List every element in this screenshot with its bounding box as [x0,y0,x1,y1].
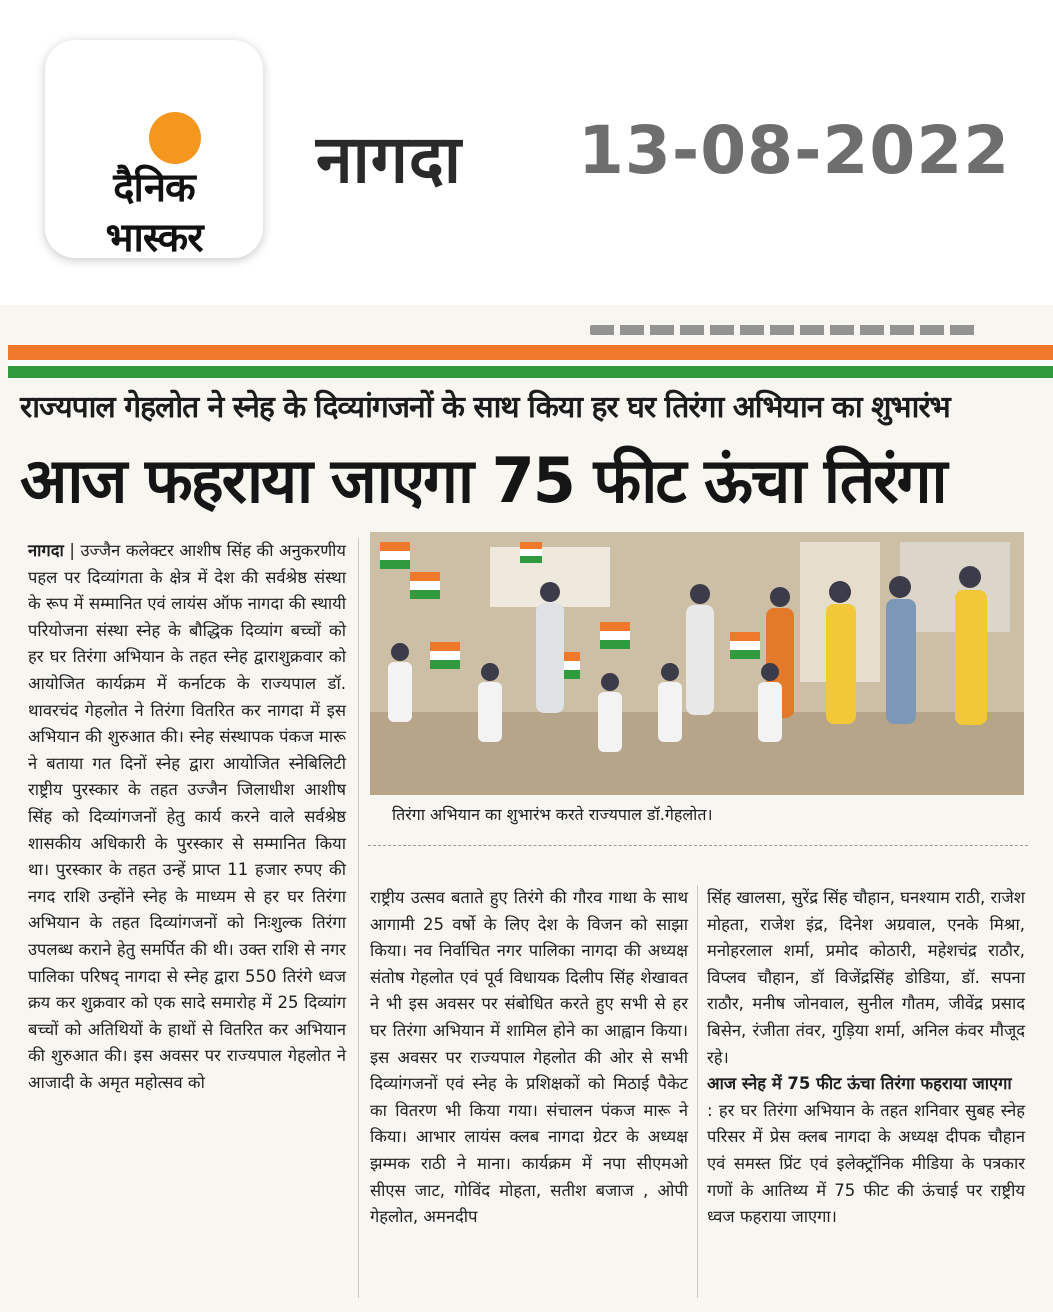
column-divider [358,538,359,1298]
article-kicker: राज्यपाल गेहलोत ने स्नेह के दिव्यांगजनों के साथ किया हर घर तिरंगा अभियान का शुभारंभ [20,390,950,425]
masthead-strip [590,325,980,335]
article-photo [370,532,1024,795]
article-column-2: राष्ट्रीय उत्सव बताते हुए तिरंगे की गौरव गाथा के साथ आगामी 25 वर्षो के लिए देश के विजन को साझा किया। नव निर्वाचित नगर पालिका नागदा की अध्यक्ष संतोष गेहलोत एवं पूर्व विधायक दिलीप सिंह शेखावत ने भी इस अवसर पर संबोधित करते हुए सभी से हर घर तिरंगा अभियान में शामिल होने का आह्वान किया। इस अवसर पर राज्यपाल गेहलोत की ओर से सभी दिव्यांगजनों एवं स्नेह के प्रशिक्षकों को मिठाई पैकेट का वितरण भी किया गया। संचालन पंकज मारू ने किया। आभार लायंस क्लब नागदा ग्रेटर के अध्यक्ष झम्मक राठी ने माना। कार्यक्रम में नपा सीएमओ सीएस जाट, गोविंद मोहता, सतीश बजाज , ओपी गेहलोत, अमनदीप [370,888,688,1227]
news-clipping [0,305,1053,1312]
dainik-bhaskar-logo [45,40,263,261]
article-column-1: नागदा | उज्जैन कलेक्टर आशीष सिंह की अनुकरणीय पहल पर दिव्यांगता के क्षेत्र में देश की सर्वश्रेष्ठ संस्था के रूप में सम्मानित एवं लायंस ऑफ नागदा की स्थायी परियोजना संस्था स्नेह के बौद्धिक दिव्यांग बच्चों को हर घर तिरंगा अभियान के तहत स्नेह द्वाराशुक्रवार को आयोजित कार्यक्रम में कर्नाटक के राज्यपाल डॉ. थावरचंद गेहलोत ने तिरंगा वितरित कर नागदा में इस अभियान की शुरुआत की। स्नेह संस्थापक पंकज मारू ने बताया गत दिनों स्नेह द्वारा आयोजित स्नेबिलिटी राष्ट्रीय पुरस्कार के तहत उज्जैन जिलाधीश आशीष सिंह को दिव्यांगजनों हेतु कार्य करने वाले सर्वश्रेष्ठ शासकीय अधिकारी के पुरस्कार से सम्मानित किया था। पुरस्कार के तहत उन्हें प्राप्त 11 हजार रुपए की नगद राशि उन्होंने स्नेह के माध्यम से हर घर तिरंगा अभियान के तहत दिव्यांगजनों को निःशुल्क तिरंगा उपलब्ध कराने हेतु समर्पित की थी। उक्त राशि से नगर पालिका परिषद् नागदा से स्नेह द्वारा 550 तिरंगे ध्वज क्रय कर शुक्रवार को एक सादे समारोह में 25 दिव्यांग बच्चों को अतिथियों के हाथों से वितरित कर अभियान की शुरुआत की। इस अवसर पर राज्यपाल गेहलोत ने आजादी के अमृत महोत्सव को [28,541,346,1092]
column-divider [697,885,698,1298]
article-column-3 [707,885,1025,1231]
column-3-text-2: : हर घर तिरंगा अभियान के तहत शनिवार सुबह स्नेह परिसर में प्रेस क्लब नागदा के अध्यक्ष दीपक चौहान एवं समस्त प्रिंट एवं इलेक्ट्रॉनिक मीडिया के पत्रकार गणों के आतिथ्य में 75 फीट की ऊंचाई पर राष्ट्रीय ध्वज फहराया जाएगा। [707,1100,1025,1227]
column-1-text: उज्जैन कलेक्टर आशीष सिंह की अनुकरणीय पहल पर दिव्यांगता के क्षेत्र में देश की सर्वश्रेष्ठ संस्था के रूप में सम्मानित एवं लायंस ऑफ नागदा की स्थायी परियोजना संस्था स्नेह के बौद्धिक दिव्यांग बच्चों को हर घर तिरंगा अभियान के तहत स्नेह द्वाराशुक्रवार को आयोजित कार्यक्रम में कर्नाटक के राज्यपाल डॉ. थावरचंद गेहलोत ने तिरंगा वितरित कर नागदा में इस अभियान की शुरुआत की। स्नेह संस्थापक पंकज मारू ने बताया गत दिनों स्नेह द्वारा आयोजित स्नेबिलिटी राष्ट्रीय पुरस्कार के तहत उज्जैन जिलाधीश आशीष सिंह को दिव्यांगजनों हेतु कार्य करने वाले सर्वश्रेष्ठ शासकीय अधिकारी के पुरस्कार से सम्मानित किया था। पुरस्कार के तहत उन्हें प्राप्त 11 हजार रुपए की नगद राशि उन्होंने स्नेह के माध्यम से हर घर तिरंगा अभियान के तहत दिव्यांगजनों को निःशुल्क तिरंगा उपलब्ध कराने हेतु समर्पित की थी। उक्त राशि से नगर पालिका परिषद् नागदा से स्नेह द्वारा 550 तिरंगे ध्वज क्रय कर शुक्रवार को एक सादे समारोह में 25 दिव्यांग बच्चों को अतिथियों के हाथों से वितरित कर अभियान की शुरुआत की। इस अवसर पर राज्यपाल गेहलोत ने आजादी के अमृत महोत्सव को [28,541,346,1092]
logo-text-line2: भास्कर [105,215,203,261]
article-headline: आज फहराया जाएगा 75 फीट ऊंचा तिरंगा [20,444,946,517]
logo-text-line1: दैनिक [113,165,195,211]
caption-divider [368,845,1028,847]
article-dateline: नागदा [28,541,64,560]
event-photo-illustration [370,532,1024,795]
edition-date: 13-08-2022 [578,112,1011,189]
tricolor-green-band [8,366,1053,378]
column-3-subhead: आज स्नेह में 75 फीट ऊंचा तिरंगा फहराया जाएगा [707,1074,1012,1094]
column-3-text: सिंह खालसा, सुरेंद्र सिंह चौहान, घनश्याम राठी, राजेश मोहता, राजेश इंद्र, दिनेश अग्रवाल, एनके मिश्रा, मनोहरलाल शर्मा, प्रमोद कोठारी, महेशचंद्र राठौर, विप्लव चौहान, डॉ विजेंद्रसिंह डोडिया, डॉ. सपना राठौर, मनीष जोनवाल, सुनील गौतम, जीवेंद्र प्रसाद बिसेन, रंजीता तंवर, गुड़िया शर्मा, अनिल कंवर मौजूद रहे। [707,888,1025,1067]
logo-sun-icon [149,112,201,164]
tricolor-saffron-band [8,345,1053,360]
edition-city: नागदा [316,121,463,198]
photo-caption: तिरंगा अभियान का शुभारंभ करते राज्यपाल डॉ.गेहलोत। [392,805,713,824]
